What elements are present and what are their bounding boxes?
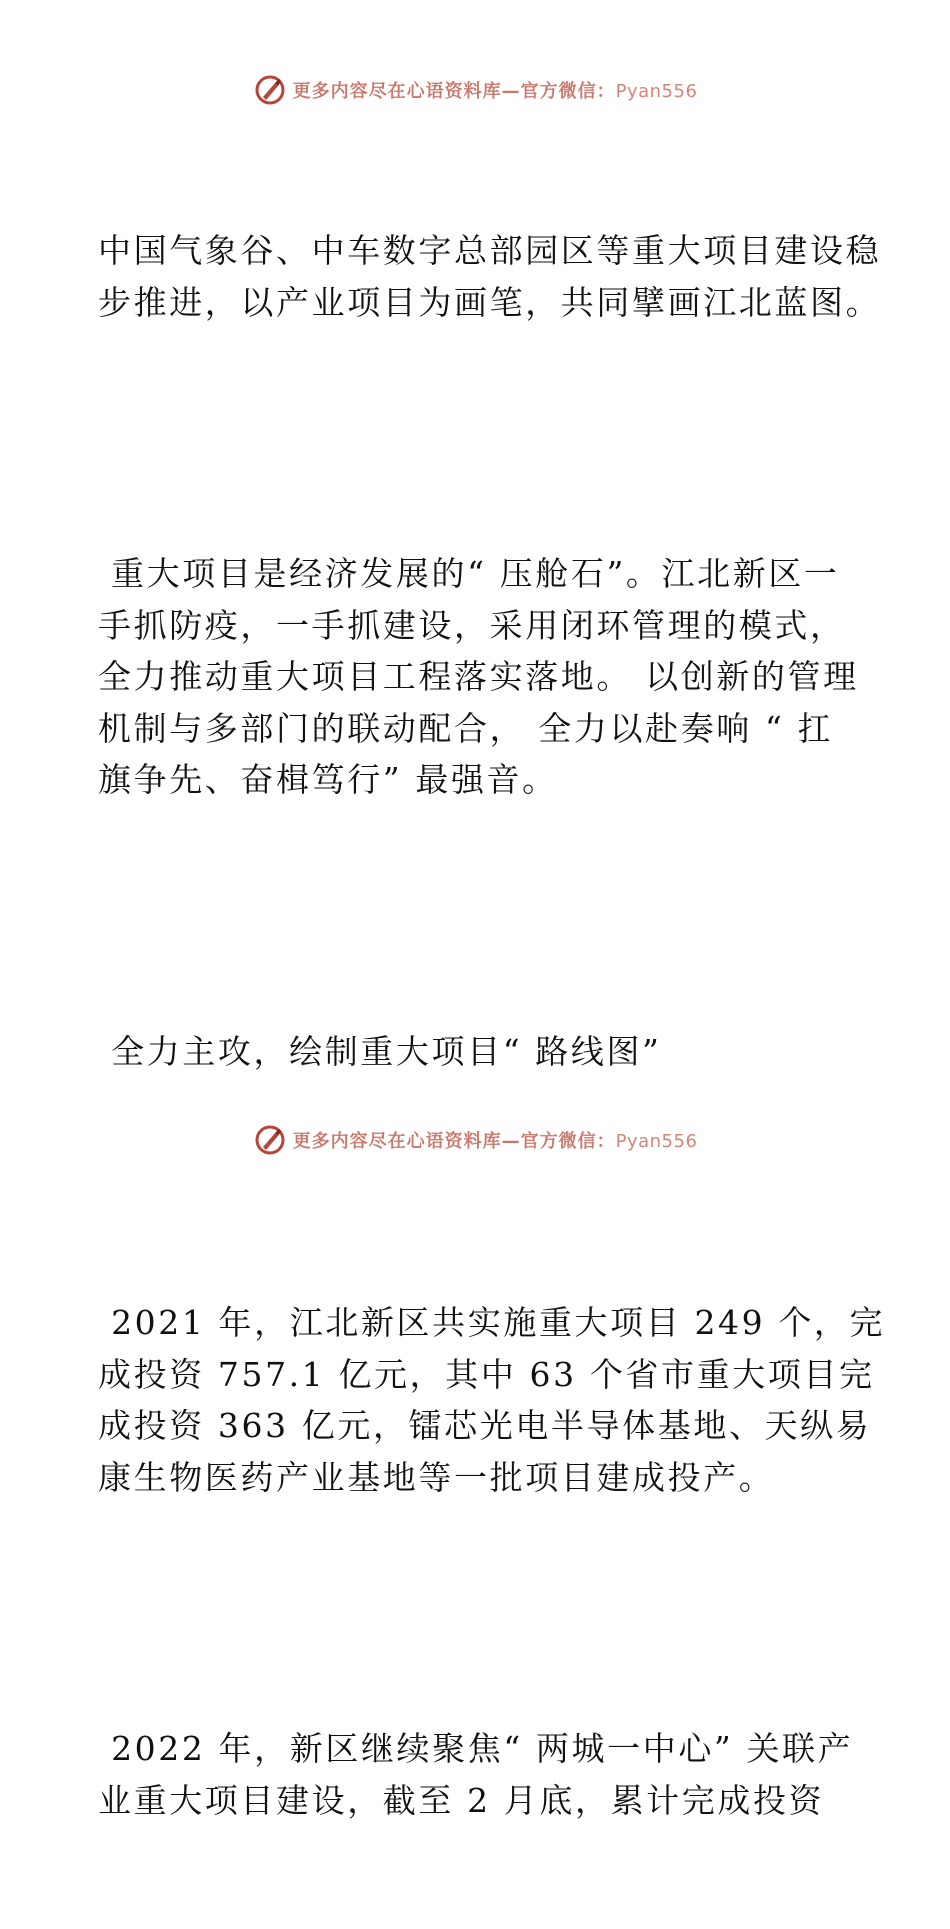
text-line: 重大项目是经济发展的“ 压舱石”。江北新区一 xyxy=(98,554,840,593)
pen-circle-logo-icon xyxy=(253,73,287,107)
text-line: 康生物医药产业基地等一批项目建成投产。 xyxy=(98,1457,775,1497)
text-line: 中国气象谷、中车数字总部园区等重大项目建设稳 xyxy=(98,231,882,270)
watermark-account: Pyan556 xyxy=(615,1131,698,1152)
text-line: 2022 年，新区继续聚焦“ 两城一中心” 关联产 xyxy=(98,1729,854,1768)
pen-circle-logo-icon xyxy=(253,1123,287,1157)
watermark-text xyxy=(293,77,698,103)
text-line: 2021 年，江北新区共实施重大项目 249 个，完 xyxy=(98,1303,886,1342)
text-line: 步推进，以产业项目为画笔，共同擘画江北蓝图。 xyxy=(98,282,882,322)
watermark-brand: 更多内容尽在心语资料库—官方微信： xyxy=(292,1131,616,1152)
text-line: 成投资 757.1 亿元，其中 63 个省市重大项目完 xyxy=(98,1354,875,1394)
text-line: 旗争先、奋楫笃行” 最强音。 xyxy=(98,760,558,799)
text-line: 手抓防疫，一手抓建设，采用闭环管理的模式， xyxy=(98,605,846,645)
paragraph-2 xyxy=(98,445,858,909)
header-watermark xyxy=(0,70,950,110)
watermark-account: Pyan556 xyxy=(615,81,698,102)
watermark-brand: 更多内容尽在心语资料库—官方微信： xyxy=(292,81,616,102)
paragraph-1 xyxy=(98,122,882,431)
document-body xyxy=(98,122,886,1929)
paragraph-4 xyxy=(98,1620,858,1929)
text-line: 机制与多部门的联动配合， 全力以赴奏响 “ 扛 xyxy=(98,708,834,748)
paragraph-3 xyxy=(98,1194,886,1606)
footer-watermark xyxy=(0,1120,950,1160)
text-line: 成投资 363 亿元，镭芯光电半导体基地、天纵易 xyxy=(98,1406,872,1445)
text-line: 全力主攻，绘制重大项目“ 路线图” xyxy=(98,1031,662,1071)
text-line: 业重大项目建设，截至 2 月底，累计完成投资 xyxy=(98,1780,825,1820)
text-line: 全力推动重大项目工程落实落地。 以创新的管理 xyxy=(98,657,859,696)
watermark-text xyxy=(293,1127,698,1153)
